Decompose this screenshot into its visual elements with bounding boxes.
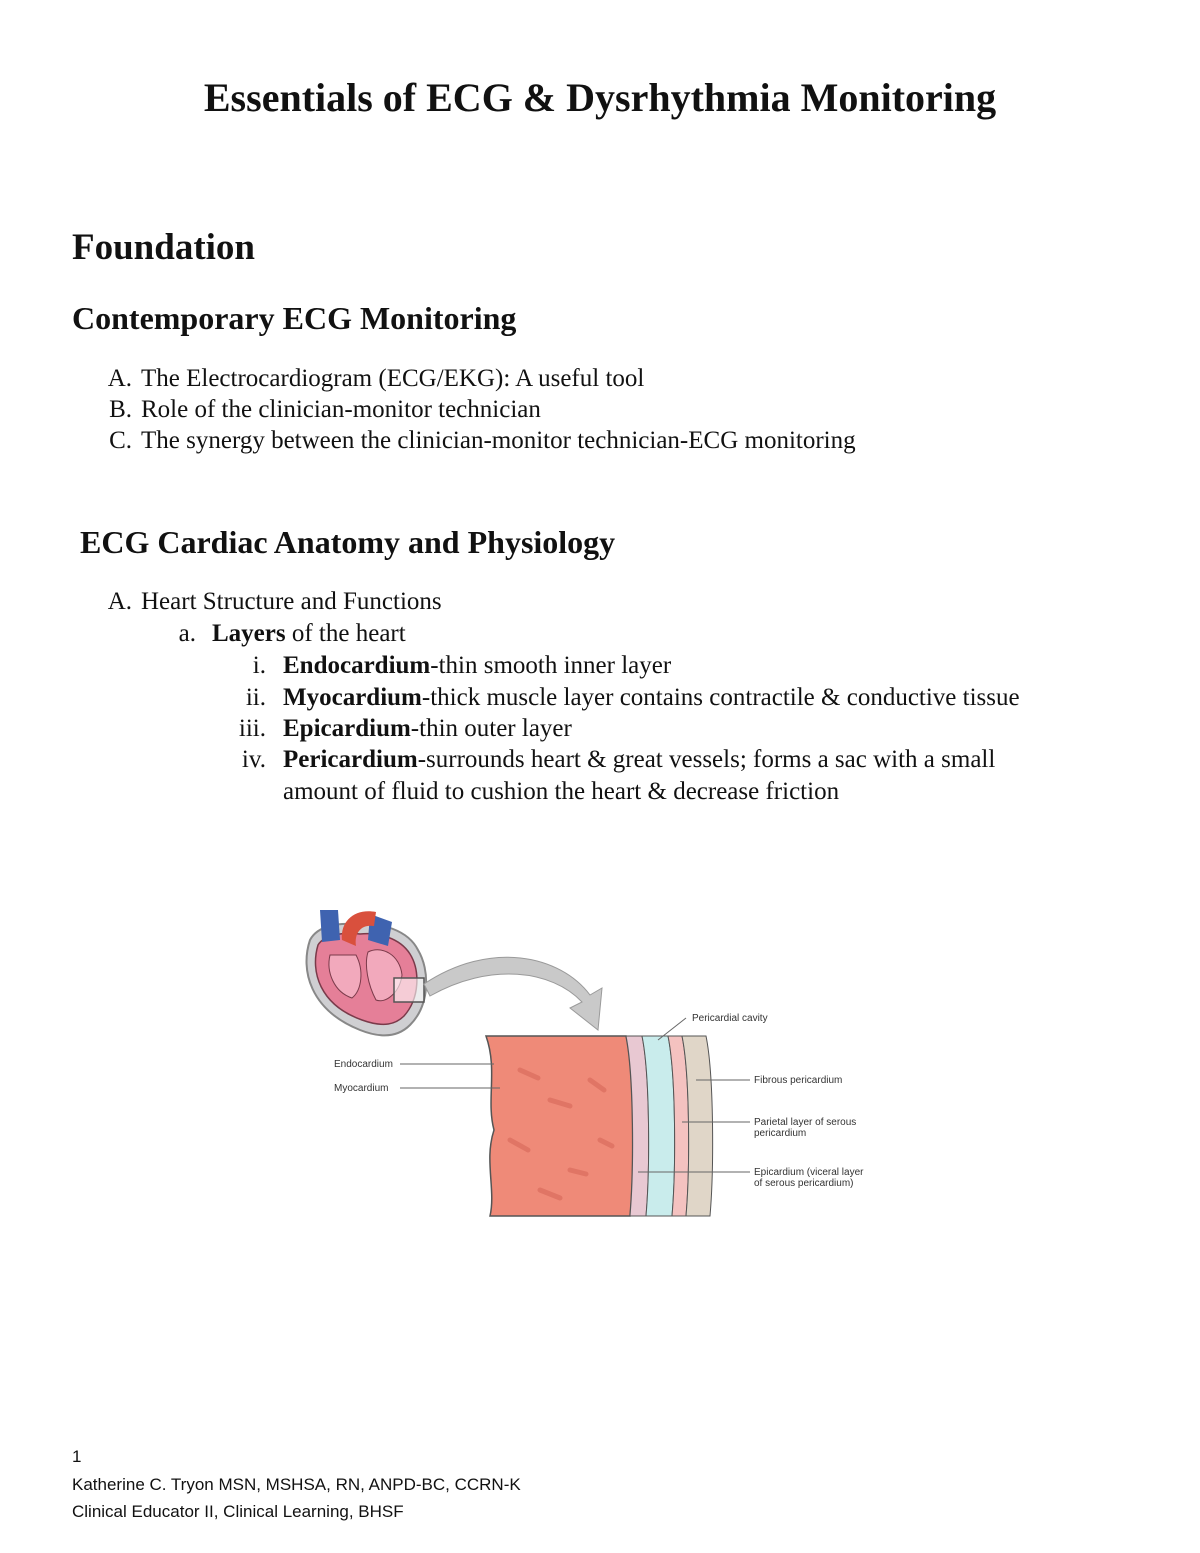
zoom-box — [394, 978, 424, 1002]
arrow-icon — [424, 957, 602, 1030]
heading-contemporary-ecg: Contemporary ECG Monitoring — [72, 300, 517, 336]
heading-cardiac-anatomy: ECG Cardiac Anatomy and Physiology — [80, 524, 616, 560]
label-pericardial-cavity: Pericardial cavity — [692, 1013, 768, 1024]
label-fibrous-pericardium: Fibrous pericardium — [754, 1075, 843, 1086]
heart-wall-figure — [290, 900, 910, 1230]
label-epicardium-1: Epicardium (viceral layer — [754, 1167, 864, 1178]
label-parietal-2: pericardium — [754, 1128, 807, 1139]
list-item-continuation: amount of fluid to cushion the heart & decrease friction — [283, 778, 840, 805]
label-endocardium: Endocardium — [334, 1059, 393, 1070]
label-parietal-1: Parietal layer of serous — [754, 1117, 857, 1128]
footer-author: Katherine C. Tryon MSN, MSHSA, RN, ANPD-BC, CCRN-K — [72, 1475, 521, 1494]
page-number: 1 — [72, 1447, 82, 1466]
myocardium-layer — [486, 1036, 633, 1216]
label-myocardium: Myocardium — [334, 1083, 389, 1094]
heart-icon — [307, 910, 427, 1035]
label-epicardium-2: of serous pericardium) — [754, 1178, 854, 1189]
section-heading-foundation: Foundation — [72, 227, 256, 268]
document-title: Essentials of ECG & Dysrhythmia Monitoring — [203, 75, 997, 120]
footer-role: Clinical Educator II, Clinical Learning, BHSF — [72, 1502, 404, 1521]
